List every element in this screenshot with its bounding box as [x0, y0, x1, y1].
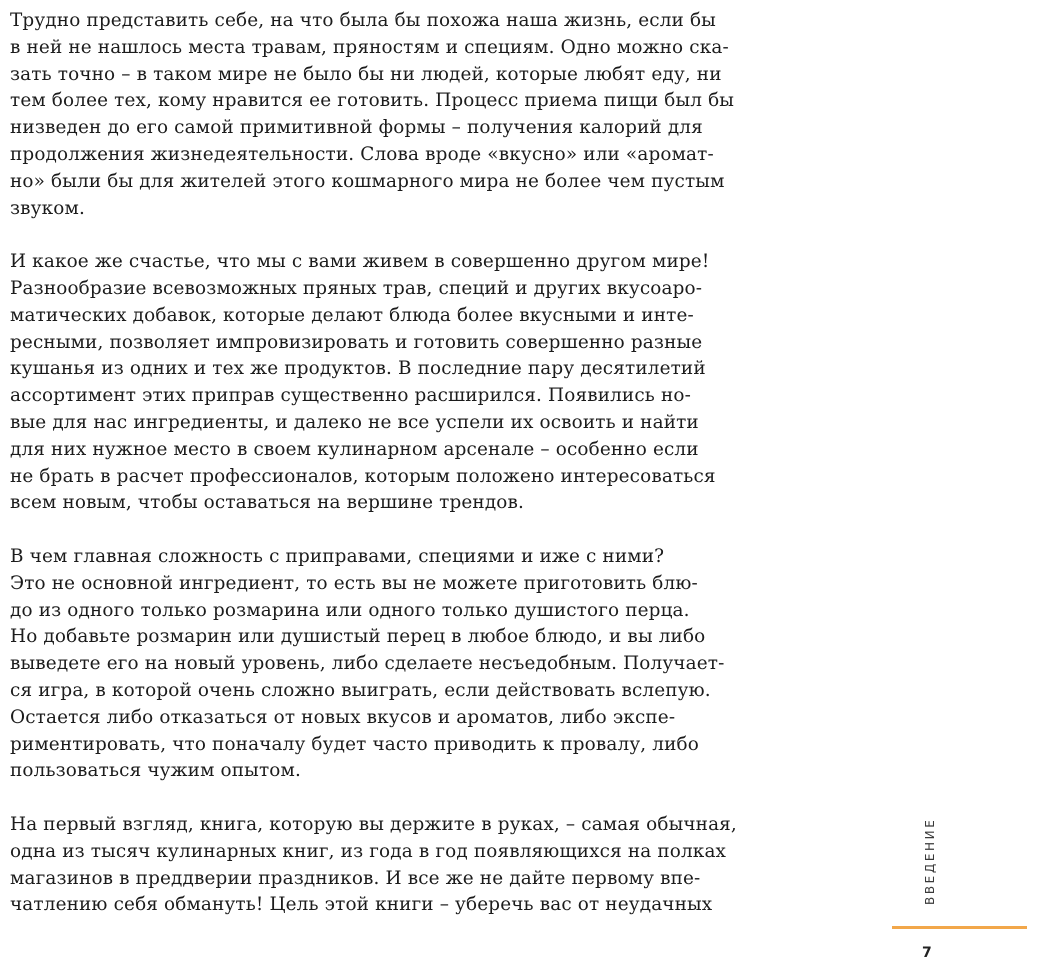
text-line: ресными, позволяет импровизировать и готовить совершенно разные [10, 331, 703, 353]
text-line: низведен до его самой примитивной формы – получения калорий для [10, 117, 703, 139]
text-line: до из одного только розмарина или одного только душистого перца. [10, 599, 690, 621]
text-line: ассортимент этих приправ существенно расширился. Появились но- [10, 385, 691, 407]
paragraph-1 [10, 8, 780, 222]
text-line: В чем главная сложность с приправами, специями и иже с ними? [10, 545, 665, 567]
text-line: Разнообразие всевозможных пряных трав, специй и других вкусоаро- [10, 277, 703, 299]
text-line: На первый взгляд, книга, которую вы держите в руках, – самая обычная, [10, 813, 737, 835]
text-line: Но добавьте розмарин или душистый перец в любое блюдо, и вы либо [10, 626, 706, 648]
text-line: не брать в расчет профессионалов, которым положено интересоваться [10, 465, 716, 487]
page-number: 7 [922, 945, 932, 961]
text-line: зать точно – в таком мире не было бы ни людей, которые любят еду, ни [10, 63, 722, 85]
text-line: Трудно представить себе, на что была бы похожа наша жизнь, если бы [10, 10, 716, 31]
text-line: всем новым, чтобы оставаться на вершине трендов. [10, 492, 525, 514]
text-line: выведете его на новый уровень, либо сделаете несъедобным. Получает- [10, 653, 725, 675]
text-line: в ней не нашлось места травам, пряностям и специям. Одно можно ска- [10, 36, 729, 58]
text-line: для них нужное место в своем кулинарном арсенале – особенно если [10, 438, 699, 460]
text-line: одна из тысяч кулинарных книг, из года в год появляющихся на полках [10, 840, 727, 862]
text-line: звуком. [10, 197, 85, 219]
text-line: матических добавок, которые делают блюда более вкусными и инте- [10, 304, 694, 326]
section-label: ВВЕДЕНИЕ [923, 817, 937, 905]
text-line: тем более тех, кому нравится ее готовить. Процесс приема пищи был бы [10, 90, 735, 112]
accent-rule [892, 926, 1027, 929]
text-line: чатлению себя обмануть! Цель этой книги – уберечь вас от неудачных [10, 894, 713, 916]
text-line: Остается либо отказаться от новых вкусов и ароматов, либо экспе- [10, 706, 676, 728]
text-line: риментировать, что поначалу будет часто приводить к провалу, либо [10, 733, 699, 755]
paragraph-3 [10, 544, 780, 785]
text-line: кушанья из одних и тех же продуктов. В последние пару десятилетий [10, 358, 706, 380]
body-text [10, 8, 780, 946]
text-line: И какое же счастье, что мы с вами живем в совершенно другом мире! [10, 251, 710, 273]
text-line: но» были бы для жителей этого кошмарного мира не более чем пустым [10, 170, 725, 192]
text-line: магазинов в преддверии праздников. И все же не дайте первому впе- [10, 867, 701, 889]
text-line: пользоваться чужим опытом. [10, 760, 301, 782]
text-line: продолжения жизнедеятельности. Слова вроде «вкусно» или «аромат- [10, 143, 714, 165]
text-line: ся игра, в которой очень сложно выиграть, если действовать вслепую. [10, 679, 711, 701]
text-line: Это не основной ингредиент, то есть вы не можете приготовить блю- [10, 572, 698, 594]
paragraph-2 [10, 249, 780, 517]
text-line: вые для нас ингредиенты, и далеко не все успели их освоить и найти [10, 411, 699, 433]
paragraph-4 [10, 812, 780, 919]
